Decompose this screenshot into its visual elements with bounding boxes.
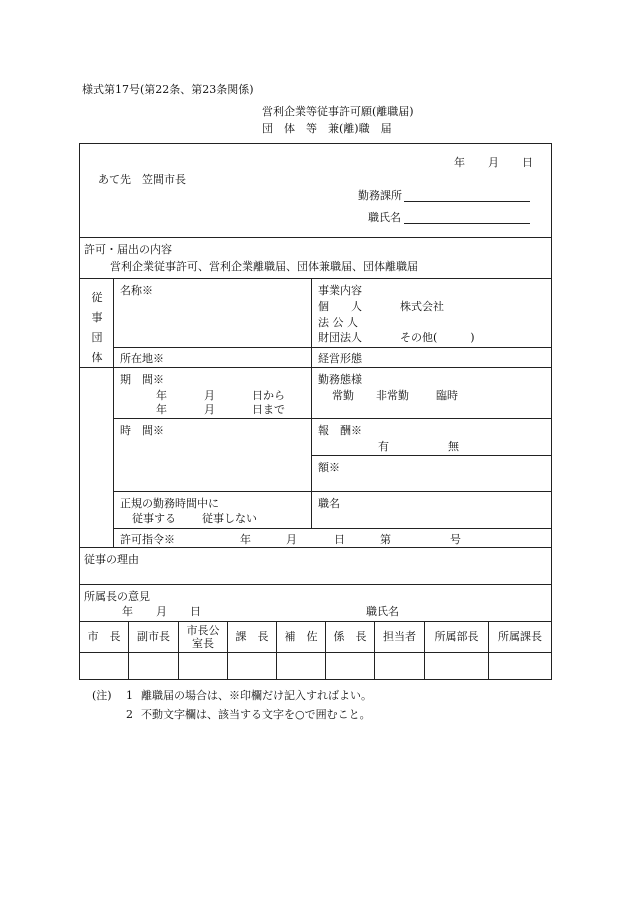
reason-label: 従事の理由 (84, 553, 139, 566)
opinion-name-label: 職氏名 (366, 605, 399, 618)
style-temp[interactable]: 臨時 (436, 389, 458, 402)
form-title-sub: 団 体 等 兼(離)職 届 (262, 122, 392, 135)
name-field[interactable] (404, 223, 530, 224)
addressee: あて先 笠間市長 (98, 173, 186, 186)
period-to-year: 年 (156, 403, 167, 416)
position-label: 職名 (318, 497, 340, 510)
regular-hours-label: 正規の勤務時間中に (120, 497, 219, 510)
engage-option[interactable]: 従事する (132, 512, 176, 525)
business-label: 事業内容 (318, 284, 362, 297)
opinion-day: 日 (190, 605, 201, 618)
type-kabushiki[interactable]: 株式会社 (400, 300, 444, 313)
approval-header-section-chief: 課 長 (235, 630, 269, 643)
reward-yes[interactable]: 有 (378, 440, 389, 453)
opinion-heading: 所属長の意見 (84, 590, 150, 603)
approval-header-staff: 担当者 (383, 630, 416, 643)
type-kojin[interactable]: 個 人 (318, 300, 362, 313)
date-month: 月 (488, 156, 499, 169)
style-full[interactable]: 常勤 (332, 389, 354, 402)
org-side-label: 従 事 団 体 (91, 291, 103, 364)
permit-dai: 第 (380, 533, 391, 546)
date-year: 年 (454, 156, 465, 169)
form-title: 営利企業等従事許可願(離職届) (262, 105, 414, 118)
approval-header-dept-head: 所属部長 (434, 630, 479, 643)
opinion-month: 月 (156, 605, 167, 618)
not-engage-option[interactable]: 従事しない (202, 512, 257, 525)
style-part[interactable]: 非常勤 (376, 389, 409, 402)
period-to-suffix: 日まで (252, 403, 285, 416)
reward-label: 報 酬※ (318, 424, 362, 437)
type-zaidan[interactable]: 財団法人 (318, 331, 362, 344)
reward-no[interactable]: 無 (448, 440, 459, 453)
note-2: 不動文字欄は、該当する文字を○で囲むこと。 (141, 708, 371, 721)
permit-go: 号 (450, 533, 461, 546)
approval-header-vice-mayor: 副市長 (137, 630, 170, 643)
type-other[interactable]: その他( ) (400, 331, 475, 344)
approval-header-office-chief: 市長公 室長 (186, 624, 220, 650)
form-number: 様式第17号(第22条、第23条関係) (82, 83, 254, 96)
permit-month: 月 (286, 533, 297, 546)
workplace-field[interactable] (404, 201, 530, 202)
period-from-suffix: 日から (252, 389, 285, 402)
amount-label: 額※ (318, 461, 340, 474)
type-hojin[interactable]: 法 公 人 (318, 316, 358, 329)
workplace-label: 勤務課所 (358, 189, 402, 202)
period-to-month: 月 (204, 403, 215, 416)
note-1: 離職届の場合は、※印欄だけ記入すればよい。 (141, 689, 372, 702)
approval-header-assistant: 補 佐 (284, 630, 318, 643)
approval-header-mayor: 市 長 (87, 630, 121, 643)
permit-day: 日 (334, 533, 345, 546)
permit-year: 年 (240, 533, 251, 546)
permit-types: 営利企業従事許可、営利企業離職届、団体兼職届、団体離職届 (110, 260, 418, 273)
approval-header-subsection-chief: 係 長 (333, 630, 367, 643)
permit-ref-label: 許可指令※ (120, 533, 175, 546)
note-2-number: 2 (126, 708, 133, 721)
notes-prefix: (注) (92, 689, 112, 702)
period-label: 期 間※ (120, 373, 164, 386)
approval-header-div-head: 所属課長 (498, 630, 542, 643)
date-day: 日 (522, 156, 533, 169)
permit-heading: 許可・届出の内容 (84, 243, 172, 256)
period-from-year: 年 (156, 389, 167, 402)
note-1-number: 1 (126, 689, 133, 702)
management-label: 経営形態 (318, 352, 362, 365)
name-label: 職氏名 (368, 211, 401, 224)
work-style-label: 勤務態様 (318, 373, 362, 386)
address-label: 所在地※ (120, 352, 164, 365)
time-label: 時 間※ (120, 424, 164, 437)
org-name-label: 名称※ (120, 284, 153, 297)
opinion-year: 年 (122, 605, 133, 618)
period-from-month: 月 (204, 389, 215, 402)
